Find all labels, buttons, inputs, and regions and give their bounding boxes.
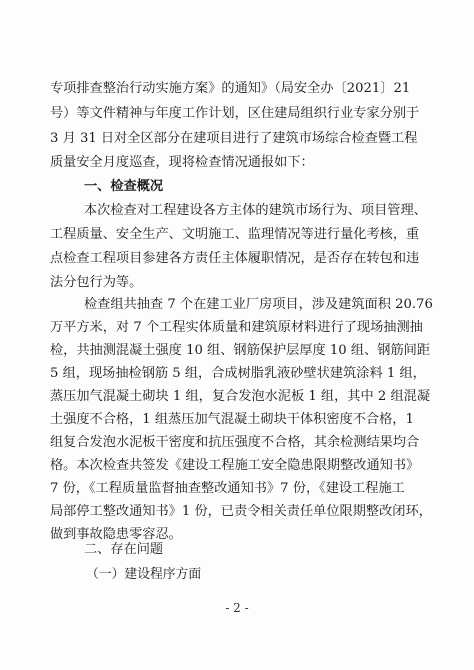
overview-line-3: 点检查工程项目参建各方责任主体履职情况，是否存在转包和违 [50, 251, 420, 266]
sampling-line-3: 检，共抽测混凝土强度 10 组、钢筋保护层厚度 10 组、钢筋间距 [50, 343, 431, 358]
section-heading-issues: 二、存在问题 [84, 542, 164, 557]
sampling-line-6: 土强度不合格，1 组蒸压加气混凝土砌块干体积密度不合格，1 [50, 412, 414, 427]
sampling-line-8: 格。本次检查共签发《建设工程施工安全隐患限期整改通知书》 [50, 458, 420, 473]
intro-line-1: 专项排查整治行动实施方案》的通知》（局安全办〔2021〕21 [50, 81, 411, 96]
sampling-line-10: 局部停工整改通知书》1 份，已责令相关责任单位限期整改闭环， [50, 504, 432, 519]
sampling-line-4: 5 组，现场抽检钢筋 5 组，合成树脂乳液砂壁状建筑涂料 1 组， [50, 366, 426, 381]
section-heading-overview: 一、检查概况 [84, 179, 164, 194]
page-number: - 2 - [225, 601, 249, 615]
overview-line-1: 本次检查对工程建设各方主体的建筑市场行为、项目管理、 [84, 203, 427, 218]
overview-line-2: 工程质量、安全生产、文明施工、监理情况等进行量化考核，重 [50, 227, 420, 242]
sampling-line-11: 做到事故隐患零容忍。 [50, 527, 182, 542]
overview-line-4: 法分包行为等。 [50, 275, 143, 290]
subsection-heading-procedure: （一）建设程序方面 [86, 567, 202, 582]
sampling-line-2: 万平方米，对 7 个工程实体质量和建筑原材料进行了现场抽测抽 [50, 320, 423, 335]
sampling-line-7: 组复合发泡水泥板干密度和抗压强度不合格，其余检测结果均合 [50, 435, 420, 450]
sampling-line-9: 7 份，《工程质量监督抽查整改通知书》7 份，《建设工程施工 [50, 481, 405, 496]
intro-line-3: 3 月 31 日对全区部分在建项目进行了建筑市场综合检查暨工程 [50, 131, 418, 146]
intro-line-4: 质量安全月度巡查，现将检查情况通报如下： [50, 155, 314, 170]
intro-line-2: 号）等文件精神与年度工作计划，区住建局组织行业专家分别于 [50, 106, 420, 121]
sampling-line-1: 检查组共抽查 7 个在建工业厂房项目，涉及建筑面积 20.76 [84, 297, 433, 312]
sampling-line-5: 蒸压加气混凝土砌块 1 组，复合发泡水泥板 1 组，其中 2 组混凝 [50, 389, 431, 404]
